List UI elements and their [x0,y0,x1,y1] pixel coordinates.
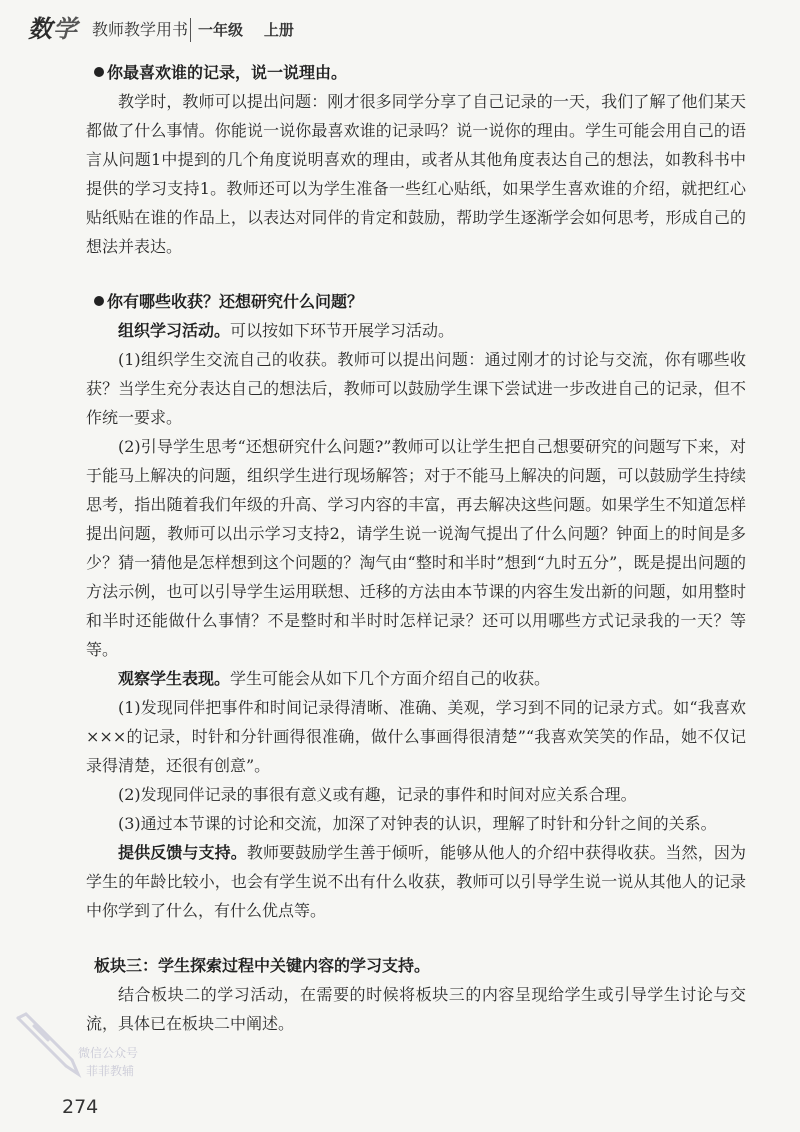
feedback-label: 提供反馈与支持。 [118,843,247,862]
grade-label: 一年级 上册 [198,21,294,39]
header-divider [190,18,191,42]
bullet-icon [94,67,104,77]
organize-text: 可以按如下环节开展学习活动。 [230,321,455,340]
math-logo [28,14,78,44]
observe-label: 观察学生表现。 [118,669,231,688]
paragraph-feedback [86,838,746,925]
paragraph-organize [86,316,746,345]
pen-watermark-icon [8,1004,88,1084]
logo-char-2: 学 [53,15,78,43]
paragraph-organize-item-2: (2)引导学生思考“还想研究什么问题?”教师可以让学生把自己想要研究的问题写下来，对于能马上解决的问题，组织学生进行现场解答；对于不能马上解决的问题，可以鼓励学生持续思考，指出随着我们年级的升高、学习内容的丰富，再去解决这些问题。如果学生不知道怎样提出问题，教师可以出示学习支持2，请学生说一说淘气提出了什么问题？钟面上的时间是多少？猜一猜他是怎样想到这个问题的？淘气由“整时和半时”想到“九时五分”，既是提出问题的方法示例，也可以引导学生运用联想、迁移的方法由本节课的内容生发出新的问题，如用整时和半时还能做什么事情？不是整时和半时时怎样记录？还可以用哪些方式记录我的一天？等等。 [86,437,746,659]
feedback-text: 教师要鼓励学生善于倾听，能够从他人的介绍中获得收获。当然，因为学生的年龄比较小，也会有学生说不出有什么收获，教师可以引导学生说一说从其他人的记录中你学到了什么，有什么优点等。 [86,843,746,920]
logo-char-1: 数 [28,15,53,43]
watermark [8,1004,138,1094]
paragraph-observe-item-3: (3)通过本节课的讨论和交流，加深了对钟表的认识，理解了时针和分针之间的关系。 [118,814,717,833]
page-number: 274 [62,1096,99,1118]
watermark-line-2: 菲菲教辅 [86,1064,135,1078]
heading-text: 你有哪些收获？还想研究什么问题？ [107,292,364,311]
page-header [0,12,800,50]
bullet-icon [94,296,104,306]
page-content [86,58,746,1038]
paragraph-observe-item-1: (1)发现同伴把事件和时间记录得清晰、准确、美观，学习到不同的记录方式。如“我喜欢×××的记录，时针和分针画得很准确，做什么事画得很清楚”“我喜欢笑笑的作品，她不仅记录得清楚，还很有创意”。 [86,698,746,775]
section-heading-harvest [86,287,746,316]
paragraph-observe-item-2: (2)发现同伴记录的事很有意义或有趣，记录的事件和时间对应关系合理。 [118,785,637,804]
heading-text: 你最喜欢谁的记录，说一说理由。 [107,63,348,82]
paragraph-organize-item-1: (1)组织学生交流自己的收获。教师可以提出问题：通过刚才的讨论与交流，你有哪些收获？当学生充分表达自己的想法后，教师可以鼓励学生课下尝试进一步改进自己的记录，但不作统一要求。 [86,350,746,427]
paragraph-block3: 结合板块二的学习活动，在需要的时候将板块三的内容呈现给学生或引导学生讨论与交流，具体已在板块二中阐述。 [86,985,746,1033]
paragraph-observe [86,664,746,693]
section-heading-favorite [86,58,746,87]
book-title: 教师教学用书 [92,20,189,39]
paragraph-favorite: 教学时，教师可以提出问题：刚才很多同学分享了自己记录的一天，我们了解了他们某天都做了什么事情。你能说一说你最喜欢谁的记录吗？说一说你的理由。学生可能会用自己的语言从问题1中提到的几个角度说明喜欢的理由，或者从其他角度表达自己的想法，如教科书中提供的学习支持1。教师还可以为学生准备一些红心贴纸，如果学生喜欢谁的介绍，就把红心贴纸贴在谁的作品上，以表达对同伴的肯定和鼓励，帮助学生逐渐学会如何思考，形成自己的想法并表达。 [86,92,746,256]
watermark-line-1: 微信公众号 [78,1046,139,1060]
section-heading-block3: 板块三：学生探索过程中关键内容的学习支持。 [94,956,431,975]
observe-text: 学生可能会从如下几个方面介绍自己的收获。 [230,669,551,688]
organize-label: 组织学习活动。 [118,321,231,340]
